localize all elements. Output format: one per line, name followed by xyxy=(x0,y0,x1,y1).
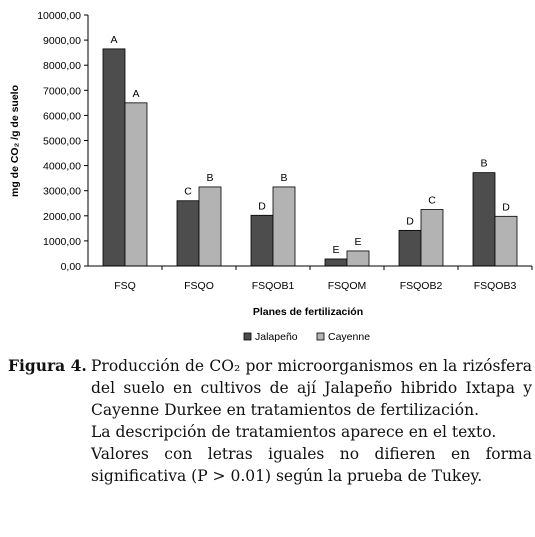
bar-cayenne xyxy=(347,251,369,266)
caption-line: Valores con letras iguales no difieren en forma significativa (P > 0.01) según la prueba de Tukey. xyxy=(91,445,532,485)
legend-swatch xyxy=(317,333,324,340)
bar-cayenne xyxy=(421,210,443,266)
legend-label: Jalapeño xyxy=(255,331,298,343)
significance-letter: A xyxy=(110,33,118,46)
significance-letters xyxy=(110,34,510,256)
y-tick-label: 3000,00 xyxy=(43,185,81,198)
significance-letter: B xyxy=(206,171,214,184)
y-tick-label: 0,00 xyxy=(60,261,81,273)
bar-cayenne xyxy=(199,187,221,266)
significance-letter: D xyxy=(502,201,510,214)
y-tick-label: 10000,00 xyxy=(37,10,81,22)
y-axis-title: mg de CO₂ /g de suelo xyxy=(9,84,21,198)
y-tick-label: 4000,00 xyxy=(43,160,81,173)
caption-body xyxy=(91,355,532,487)
significance-letter: C xyxy=(184,185,192,198)
significance-letter: A xyxy=(132,87,140,100)
x-tick-label: FSQOM xyxy=(327,280,367,292)
caption-line: Producción de CO₂ por microorganismos en la rizósfera del suelo en cultivos de ají Jalapeño hibrido Ixtapa y Cayenne Durkee en tratamientos de fertilización. xyxy=(91,357,532,419)
caption-line: La descripción de tratamientos aparece en el texto. xyxy=(91,423,497,441)
y-tick-label: 2000,00 xyxy=(43,210,81,223)
x-tick-label: FSQ xyxy=(114,280,136,292)
x-tick-label: FSQOB2 xyxy=(399,280,443,292)
bar-jalapeno xyxy=(251,215,273,266)
x-axis-title: Planes de fertilización xyxy=(252,306,364,318)
x-tick-label: FSQOB3 xyxy=(473,280,517,292)
y-tick-label: 7000,00 xyxy=(43,85,81,98)
bar-jalapeno xyxy=(473,173,495,266)
y-tick-label: 6000,00 xyxy=(43,110,81,123)
bar-jalapeno xyxy=(325,259,347,266)
bar-cayenne xyxy=(125,103,147,266)
bar-jalapeno xyxy=(103,49,125,266)
figure-label: Figura 4. xyxy=(8,356,87,375)
y-tick-label: 9000,00 xyxy=(43,35,81,48)
x-axis-tick-labels xyxy=(114,266,532,292)
y-tick-label: 8000,00 xyxy=(43,60,81,73)
legend-swatch xyxy=(244,333,251,340)
significance-letter: E xyxy=(332,243,340,256)
x-tick-label: FSQO xyxy=(184,280,214,292)
bar-jalapeno xyxy=(399,230,421,266)
y-tick-label: 5000,00 xyxy=(43,135,81,148)
legend xyxy=(244,331,370,343)
y-tick-label: 1000,00 xyxy=(43,235,81,248)
significance-letter: D xyxy=(258,200,266,213)
bar-cayenne xyxy=(495,216,517,266)
significance-letter: C xyxy=(428,194,436,207)
legend-label: Cayenne xyxy=(328,331,371,343)
bar-cayenne xyxy=(273,187,295,266)
significance-letter: E xyxy=(354,235,362,248)
significance-letter: B xyxy=(280,171,288,184)
significance-letter: B xyxy=(480,157,488,170)
y-axis-ticks xyxy=(37,10,88,273)
bars xyxy=(103,49,517,266)
bar-jalapeno xyxy=(177,201,199,266)
significance-letter: D xyxy=(406,215,414,228)
figure-caption xyxy=(8,355,532,487)
x-tick-label: FSQOB1 xyxy=(251,280,295,292)
